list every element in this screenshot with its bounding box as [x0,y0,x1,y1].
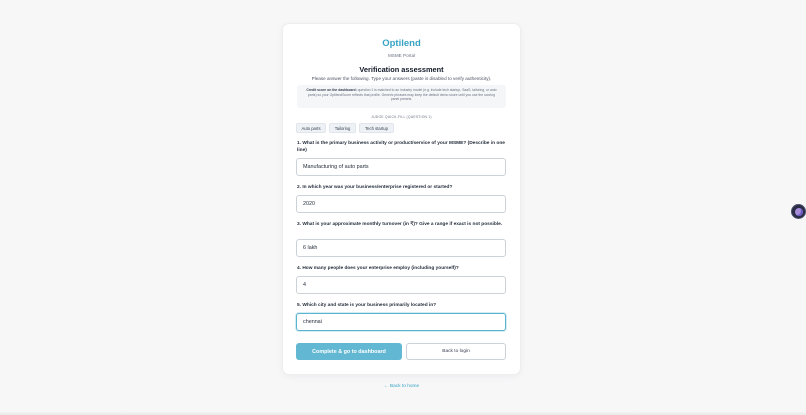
question-2-label: 2. In which year was your business/enterprise registered or started? [297,185,453,190]
complete-dashboard-button[interactable]: Complete & go to dashboard [296,343,402,360]
bottom-divider [0,411,806,415]
question-1-input[interactable]: Manufacturing of auto parts [296,158,506,176]
credit-score-note [297,85,506,108]
question-5-input[interactable]: chennai [296,313,506,331]
portal-subtitle: MSME Portal [387,53,416,58]
question-3-label: 3. What is your approximate monthly turnover (in ₹)? Give a range if exact is not possible. [297,222,503,227]
note-heading: Credit score on the dashboard: [306,88,357,92]
quickfill-chip-tailoring[interactable]: Tailoring [329,123,356,133]
note-body: question 1 is matched to an industry model (e.g. include tech startup, SaaS, tailoring, or auto parts) so your OptilendScore reflects that profile. Generic phrases may keep the default demo score until you use the scoring panel presets. [307,88,497,102]
question-5-label: 5. Which city and state is your business primarily located in? [297,303,437,308]
instructions-text: Please answer the following. Type your answers (paste is disabled to verify authenticity). [311,76,492,81]
verification-card [283,24,520,374]
page-title: Verification assessment [359,65,444,74]
quickfill-label: JUDGE QUICK-FILL (QUESTION 1) [371,115,432,119]
question-2-input[interactable]: 2020 [296,195,506,213]
back-to-home-link[interactable]: ← Back to home [383,384,420,389]
quickfill-chip-auto-parts[interactable]: Auto parts [296,123,326,133]
question-3-input[interactable]: 6 lakh [296,239,506,257]
brand-logo-text: Optilend [382,38,421,49]
quickfill-chip-tech-startup[interactable]: Tech startup [359,123,394,133]
assistant-orb-icon [795,208,803,216]
back-to-login-button[interactable]: Back to login [406,343,506,360]
assistant-bubble-icon[interactable] [791,204,806,219]
question-4-input[interactable]: 4 [296,276,506,294]
question-1-label: 1. What is the primary business activity or product/service of your MSME? (Describe in one line) [297,141,505,153]
question-4-label: 4. How many people does your enterprise employ (including yourself)? [297,266,459,271]
